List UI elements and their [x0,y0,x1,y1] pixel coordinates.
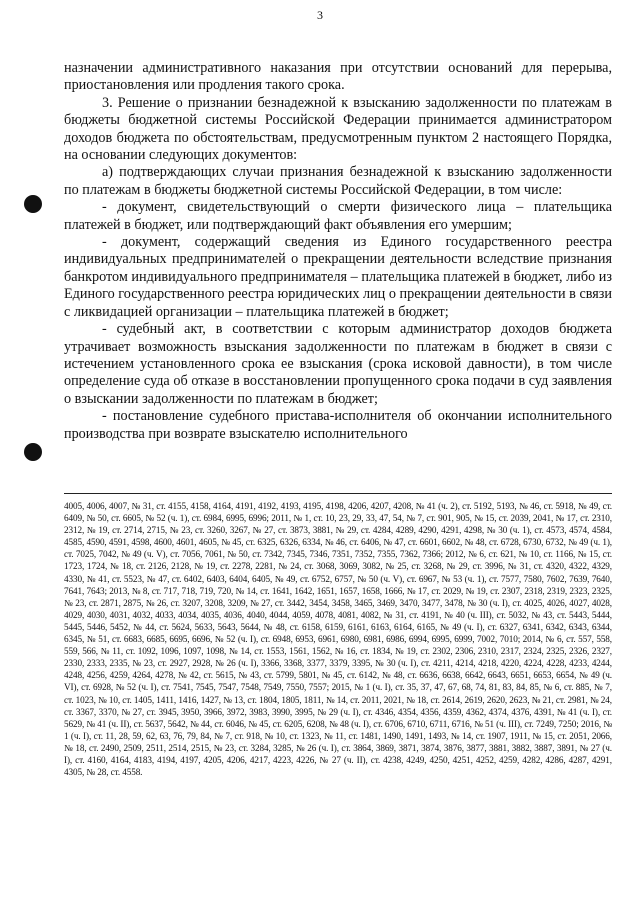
paragraph-registry-document: - документ, содержащий сведения из Единого государственного реестра индивидуальных предпринимателей о прекращении деятельности вследствие признания банкротом индивидуального предпринимателя – плательщика платежей в бюджет, либо из Единого государственного реестра юридических лиц о прекращении деятельности в связи с ликвидацией организации – плательщика платежей в бюджет; [64,234,612,320]
footnote: 4005, 4006, 4007, № 31, ст. 4155, 4158, 4164, 4191, 4192, 4193, 4195, 4198, 4206, 4207, 4208, № 41 (ч. 2), ст. 5192, 5193, № 46, ст. 5918, № 49, ст. 6409, № 50, ст. 6605, № 52 (ч. 1), ст. 6984, 6995, 6996; 2011, № 1, ст. 10, 23, 29, 33, 47, 54, № 7, ст. 901, 905, № 15, ст. 2039, 2041, № 17, ст. 2310, 2312, № 19, ст. 2714, 2715, № 23, ст. 3260, 3267, № 27, ст. 3873, 3881, № 29, ст. 4284, 4289, 4290, 4291, 4298, № 30 (ч. 1), ст. 4573, 4574, 4584, 4585, 4590, 4591, 4598, 4600, 4601, 4605, № 45, ст. 6325, 6326, 6334, № 46, ст. 6406, № 47, ст. 6601, 6602, № 48, ст. 6728, 6730, 6732, № 49 (ч. 1), ст. 7025, 7042, № 49 (ч. V), ст. 7056, 7061, № 50, ст. 7342, 7345, 7346, 7351, 7352, 7355, 7362, 7366; 2012, № 6, ст. 621, № 10, ст. 1166, № 15, ст. 1723, 1724, № 18, ст. 2126, 2128, № 19, ст. 2278, 2281, № 24, ст. 3068, 3069, 3082, № 25, ст. 3268, № 29, ст. 3996, № 31, ст. 4320, 4322, 4329, 4330, № 41, ст. 5523, № 47, ст. 6402, 6403, 6404, 6405, № 49, ст. 6752, 6757, № 50 (ч. V), ст. 6967, № 53 (ч. 1), ст. 7577, 7580, 7602, 7639, 7640, 7641, 7643; 2013, № 8, ст. 717, 718, 719, 720, № 14, ст. 1641, 1642, 1651, 1657, 1658, 1666, № 17, ст. 2029, № 19, ст. 2307, 2318, 2319, 2323, 2325, № 23, ст. 2871, 2875, № 26, ст. 3207, 3208, 3209, № 27, ст. 3442, 3454, 3458, 3465, 3469, 3470, 3477, 3478, № 30 (ч. I), ст. 4025, 4026, 4027, 4028, 4029, 4030, 4031, 4032, 4033, 4034, 4035, 4036, 4040, 4044, 4059, 4078, 4081, 4082, № 31, ст. 4191, № 40 (ч. III), ст. 5032, № 43, ст. 5443, 5444, 5445, 5446, 5452, № 44, ст. 5624, 5633, 5643, 5644, № 48, ст. 6158, 6159, 6161, 6163, 6164, 6165, № 49 (ч. I), ст. 6327, 6341, 6342, 6343, 6344, 6345, № 51, ст. 6683, 6685, 6695, 6696, № 52 (ч. I), ст. 6948, 6953, 6961, 6980, 6981, 6986, 6994, 6995, 6999, 7002, 7010; 2014, № 6, ст. 557, 558, 559, 566, № 11, ст. 1092, 1096, 1097, 1098, № 14, ст. 1553, 1561, 1562, № 16, ст. 1834, № 19, ст. 2302, 2306, 2310, 2317, 2324, 2325, 2326, 2327, 2330, 2333, 2335, № 23, ст. 2927, 2928, № 26 (ч. I), 3366, 3368, 3377, 3379, 3395, № 30 (ч. I), ст. 4211, 4214, 4218, 4220, 4224, 4228, 4233, 4244, 4248, 4256, 4259, 4264, 4278, № 42, ст. 5615, № 43, ст. 5799, 5801, № 45, ст. 6142, № 48, ст. 6636, 6638, 6642, 6643, 6651, 6653, 6654, № 49 (ч. VI), ст. 6928, № 52 (ч. I), ст. 7541, 7545, 7547, 7548, 7549, 7550, 7557; 2015, № 1 (ч. I), ст. 35, 37, 47, 67, 68, 74, 81, 83, 84, 85, № 6, ст. 885, № 7, ст. 1023, № 10, ст. 1405, 1411, 1416, 1427, № 13, ст. 1804, 1805, 1811, № 14, ст. 2011, 2021, № 18, ст. 2614, 2619, 2620, 2623, № 21, ст. 2981, № 24, ст. 3367, 3370, № 27, ст. 3945, 3950, 3966, 3972, 3983, 3990, 3995, № 29 (ч. I), ст. 4346, 4354, 4356, 4359, 4362, 4374, 4376, 4391, № 41 (ч. I), ст. 5629, № 41 (ч. II), ст. 5637, 5642, № 44, ст. 6046, № 45, ст. 6205, 6208, № 48 (ч. I), ст. 6706, 6710, 6711, 6716, № 51 (ч. III), ст. 7249, 7250; 2016, № 1 (ч. I), ст. 11, 28, 59, 62, 63, 76, 79, 84, № 7, ст. 918, № 10, ст. 1323, № 11, ст. 1481, 1490, 1491, 1493, № 14, ст. 1907, 1911, № 15, ст. 2051, 2066, № 18, ст. 2490, 2509, 2511, 2514, 2515, № 23, ст. 3284, 3285, № 26 (ч. I), ст. 3864, 3869, 3871, 3874, 3876, 3877, 3881, 3882, 3887, 3891, № 27 (ч. I), ст. 4160, 4164, 4183, 4194, 4197, 4205, 4206, 4217, 4223, 4226, № 27 (ч. II), ст. 4238, 4249, 4250, 4251, 4252, 4259, 4282, 4286, 4287, 4291, 4305, № 28, ст. 4558. [64,501,612,778]
page-number: 3 [317,8,323,22]
punch-hole-mark [24,443,42,461]
paragraph-continuation: назначении административного наказания при отсутствии оснований для перерыва, приостановления или продления такого срока. [64,60,612,94]
paragraph-item-3: 3. Решение о признании безнадежной к взысканию задолженности по платежам в бюджеты бюджетной системы Российской Федерации принимается администратором доходов бюджета по обстоятельствам, предусмотренным пунктом 2 настоящего Порядка, на основании следующих документов: [64,94,612,164]
paragraph-court-act: - судебный акт, в соответствии с которым администратор доходов бюджета утрачивает возможность взыскания задолженности по платежам в бюджет в связи с истечением установленного срока ее взыскания (срока исковой давности), в том числе определение суда об отказе в восстановлении пропущенного срока подачи в суд заявления о взыскании задолженности по платежам в бюджет; [64,321,612,407]
paragraph-death-document: - документ, свидетельствующий о смерти физического лица – плательщика платежей в бюджет, или подтверждающий факт объявления его умершим; [64,199,612,233]
paragraph-subitem-a: а) подтверждающих случаи признания безнадежной к взысканию задолженности по платежам в бюджеты бюджетной системы Российской Федерации, в том числе: [64,164,612,198]
punch-hole-mark [24,195,42,213]
footnote-divider [64,493,612,494]
document-body [64,60,612,443]
paragraph-bailiff-resolution: - постановление судебного пристава-исполнителя об окончании исполнительного производства при возврате взыскателю исполнительного [64,408,612,442]
